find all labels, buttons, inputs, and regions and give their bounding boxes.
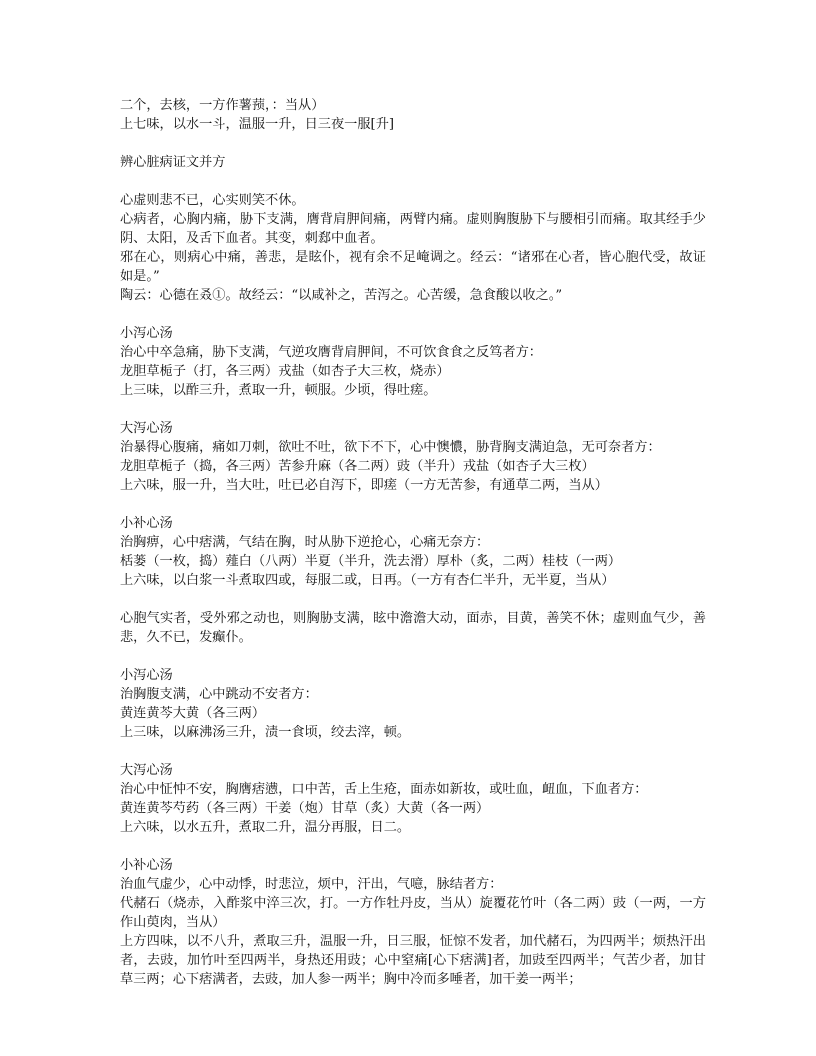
text-line: 黄连黄芩大黄（各三两） <box>120 706 266 721</box>
text-line: 心病者，心胸内痛，胁下支满，膺背肩胛间痛，两臂内痛。虚则胸腹胁下与腰相引而痛。取其经手少阴、太阳，及舌下血者。其变，刺郄中血者。 <box>120 212 706 246</box>
text-line: 治胸痹，心中痞满，气结在胸，时从胁下逆抢心，心痛无奈方： <box>120 535 490 550</box>
text-line: 邪在心，则病心中痛，善悲，是眩仆，视有余不足崦调之。经云：“诸邪在心者，皆心胞代受，故证如是。” <box>120 250 706 284</box>
formula-title: 大泻心汤 <box>120 763 173 778</box>
formula-title: 小补心汤 <box>120 516 173 531</box>
text-line: 上三味，以麻沸汤三升，渍一食顷，绞去滓，顿。 <box>120 725 411 740</box>
text-line: 陶云：心德在叒①。故经云：“以咸补之，苦泻之。心苦缓，急食酸以收之。” <box>120 288 563 303</box>
text-line: 上六味，以白浆一斗煮取四或，每服二或，日再。（一方有杏仁半升，无半夏，当从） <box>120 573 615 588</box>
text-line: 治心中怔忡不安，胸膺痞懑，口中苦，舌上生疮，面赤如新妆，或吐血，衄血，下血者方： <box>120 782 648 797</box>
text-line: 龙胆草栀子（打，各三两）戎盐（如杏子大三枚，烧赤） <box>120 364 450 379</box>
text-line: 栝蒌（一枚，捣）薤白（八两）半夏（半升，洗去滑）厚朴（炙，二两）桂枝（一两） <box>120 554 622 569</box>
text-line: 龙胆草栀子（捣，各三两）苦参升麻（各二两）豉（半升）戎盐（如杏子大三枚） <box>120 459 595 474</box>
text-line: 心虚则悲不已，心实则笑不休。 <box>120 193 305 208</box>
document-page <box>120 96 706 989</box>
formula-title: 小泻心汤 <box>120 326 173 341</box>
formula-title: 小泻心汤 <box>120 668 173 683</box>
text-line: 上六味，服一升，当大吐，吐已必自泻下，即瘥（一方无苦参，有通草二两，当从） <box>120 478 608 493</box>
text-line: 上七味，以水一斗，温服一升，日三夜一服[升] <box>120 117 395 132</box>
text-line: 代赭石（烧赤，入酢浆中淬三次，打。一方作牡丹皮，当从）旋覆花竹叶（各二两）豉（一两，一方作山萸肉，当从） <box>120 896 706 930</box>
text-line: 二个，去核，一方作薯蓣，：当从） <box>120 98 325 113</box>
formula-title: 大泻心汤 <box>120 421 173 436</box>
text-line: 黄连黄芩芍药（各三两）干姜（炮）甘草（炙）大黄（各一两） <box>120 801 490 816</box>
text-line: 上方四味，以不八升，煮取三升，温服一升，日三服，怔惊不发者，加代赭石，为四两半；烦热汗出者，去豉，加竹叶至四两半，身热还用豉；心中窒痛[心下痞满]者，加豉至四两半；气苦少者，加甘草三两；心下痞满者，去豉，加人参一两半；胸中冷而多唾者，加干姜一两半； <box>120 934 706 987</box>
text-line: 上三味，以酢三升，煮取一升，顿服。少顷，得吐瘥。 <box>120 383 437 398</box>
text-line: 心胞气实者，受外邪之动也，则胸胁支满，眩中澹澹大动，面赤，目黄，善笑不休；虚则血气少，善悲，久不已，发癫仆。 <box>120 611 706 645</box>
text-line: 治胸腹支满，心中跳动不安者方： <box>120 687 318 702</box>
text-line: 治心中卒急痛，胁下支满，气逆攻膺背肩胛间，不可饮食食之反笃者方： <box>120 345 542 360</box>
text-line: 治血气虚少，心中动悸，时悲泣，烦中，汗出，气噫，脉结者方： <box>120 877 503 892</box>
formula-title: 小补心汤 <box>120 858 173 873</box>
text-line: 治暴得心腹痛，痛如刀刺，欲吐不吐，欲下不下，心中懊憹，胁背胸支满迫急，无可奈者方： <box>120 440 661 455</box>
text-line: 上六味，以水五升，煮取二升，温分再服，日二。 <box>120 820 411 835</box>
section-heading: 辨心脏病证文并方 <box>120 155 226 170</box>
